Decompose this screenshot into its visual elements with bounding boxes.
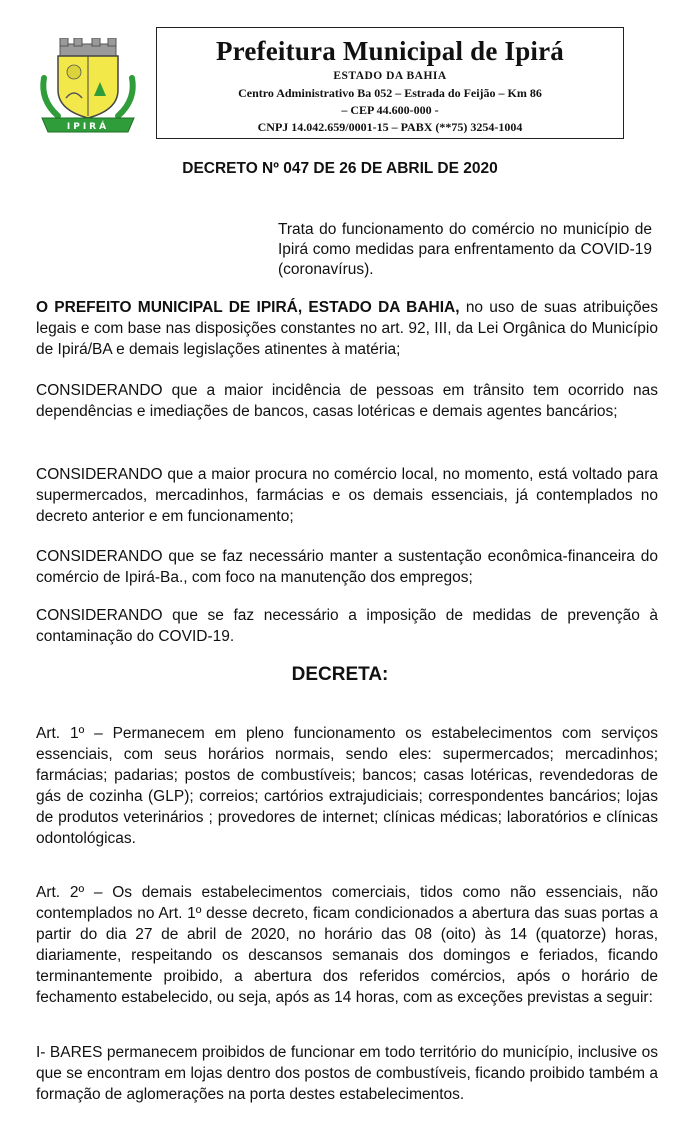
state-name: ESTADO DA BAHIA [333, 70, 447, 82]
considerando-paragraph: CONSIDERANDO que a maior incidência de pessoas em trânsito tem ocorrido nas dependências e imediações de bancos, casas lotéricas e demais agentes bancários; [36, 382, 658, 420]
preamble-paragraph [36, 297, 658, 360]
cep-line: – CEP 44.600-000 - [341, 103, 439, 117]
decreta-heading: DECRETA: [291, 664, 389, 685]
municipal-crest-logo [36, 38, 140, 134]
crest-ribbon-text: IPIRÁ [66, 122, 110, 132]
cnpj-line: CNPJ 14.042.659/0001-15 – PABX (**75) 3254-1004 [257, 120, 523, 134]
considerando-paragraph: CONSIDERANDO que a maior procura no comércio local, no momento, está voltado para supermercados, mercadinhos, farmácias e os demais essenciais, já contemplados no decreto anterior e em funcionamento; [36, 466, 658, 525]
preamble-bold-text: O PREFEITO MUNICIPAL DE IPIRÁ, ESTADO DA BAHIA, [36, 299, 460, 316]
considerando-paragraph: CONSIDERANDO que se faz necessário a imposição de medidas de prevenção à contaminação do COVID-19. [36, 607, 658, 645]
inciso-1-paragraph: I- BARES permanecem proibidos de funcionar em todo território do município, inclusive os que se encontram em lojas dentro dos postos de combustíveis, ficando proibido também a formação de aglomerações na porta destes estabelecimentos. [36, 1044, 658, 1103]
municipality-title: Prefeitura Municipal de Ipirá [215, 36, 565, 66]
considerando-paragraph: CONSIDERANDO que se faz necessário manter a sustentação econômica-financeira do comércio de Ipirá-Ba., com foco na manutenção dos empregos; [36, 548, 658, 586]
letterhead-box [156, 27, 624, 139]
article-1-paragraph: Art. 1º – Permanecem em pleno funcionamento os estabelecimentos com serviços essenciais, com seus horários normais, sendo eles: supermercados; mercadinhos; farmácias; padarias; postos de combustíveis; bancos; casas lotéricas, revendedoras de gás de cozinha (GLP); correios; cartórios extrajudiciais; correspondentes bancários; lojas de produtos veterinários ; provedores de internet; clínicas médicas; laboratórios e clínicas odontológicas. [36, 725, 658, 847]
article-2-paragraph: Art. 2º – Os demais estabelecimentos comerciais, tidos como não essenciais, não contemplados no Art. 1º desse decreto, ficam condicionados a abertura das suas portas a partir do dia 27 de abril de 2020, no horário das 08 (oito) às 14 (quatorze) horas, diariamente, respeitando os descansos semanais dos domingos e feriados, ficando terminantemente proibido, a abertura dos referidos comércios, após o horário de fechamento estabelecido, ou seja, após as 14 horas, com as exceções previstas a seguir: [36, 884, 658, 1006]
decree-title: DECRETO Nº 047 DE 26 DE ABRIL DE 2020 [182, 160, 498, 177]
preamble-text: no uso de suas atribuições legais e com base nas disposições constantes no art. 92, III, da Lei Orgânica do Município de Ipirá/BA e demais legislações atinentes à matéria; [36, 299, 659, 358]
address-line: Centro Administrativo Ba 052 – Estrada do Feijão – Km 86 [238, 86, 542, 100]
decree-summary: Trata do funcionamento do comércio no município de Ipirá como medidas para enfrentamento da COVID-19 (coronavírus). [278, 221, 652, 278]
